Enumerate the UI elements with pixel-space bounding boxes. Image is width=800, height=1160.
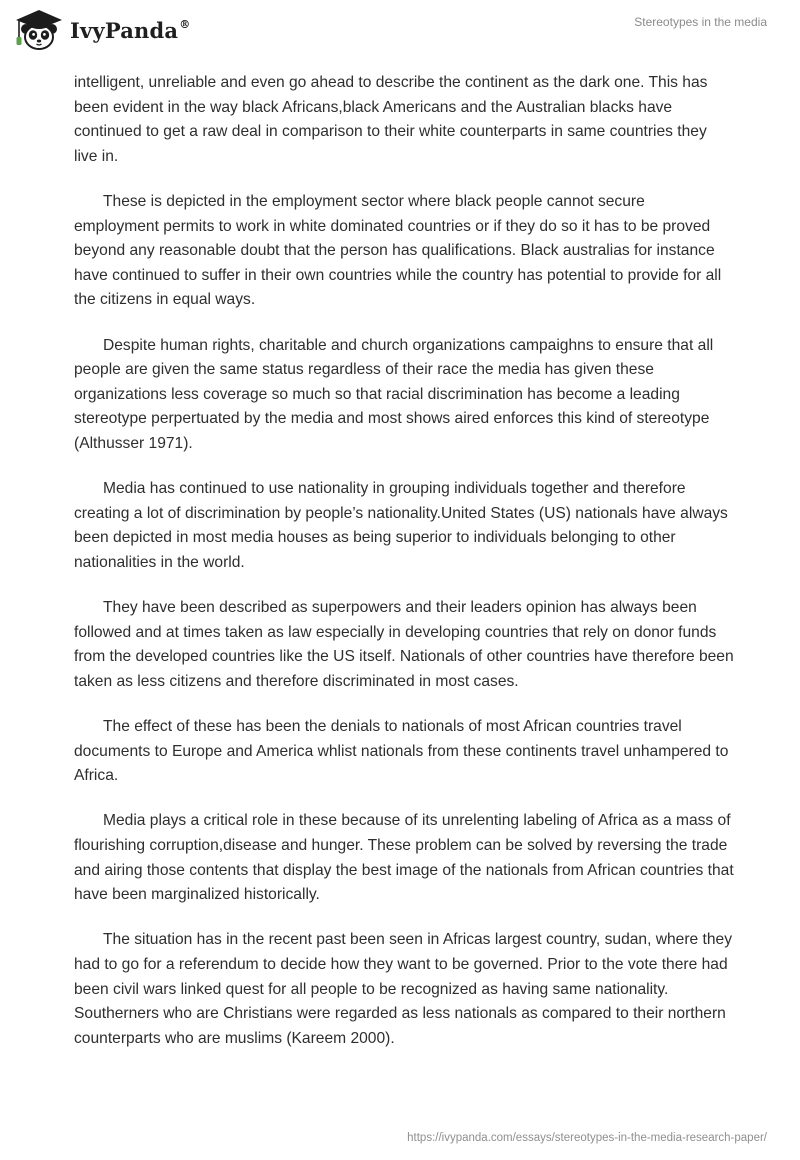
- paragraph: The situation has in the recent past been seen in Africas largest country, sudan, where they had to go for a referendum to decide how they want to be governed. Prior to the vote there had been civil wars linked quest for all people to be recognized as having same nationality. Southerners who are Christians were regarded as less nationals as compared to their northern counterparts who are muslims (Kareem 2000).: [74, 931, 733, 1047]
- paragraph: Media plays a critical role in these because of its unrelenting labeling of Africa as a mass of flourishing corruption,disease and hunger. These problem can be solved by reversing the trade and airing those contents that display the best image of the nationals from African countries that have been marginalized historically.: [74, 812, 734, 904]
- source-url[interactable]: https://ivypanda.com/essays/stereotypes-in-the-media-research-paper/: [407, 1132, 767, 1144]
- paragraph: intelligent, unreliable and even go ahead to describe the continent as the dark one. This has been evident in the way black Africans,black Americans and the Australian blacks have continued to get a raw deal in comparison to their white counterparts in same countries they live in.: [74, 74, 708, 165]
- paragraph: They have been described as superpowers and their leaders opinion has always been followed and at times taken as law especially in developing countries that rely on donor funds from the developed countries like the US itself. Nationals of other countries have therefore been taken as less citizens and therefore discriminated in most cases.: [74, 599, 734, 690]
- page-header: [0, 0, 800, 64]
- paragraph: The effect of these has been the denials to nationals of most African countries travel documents to Europe and America whlist nationals from these continents travel unhampered to Africa.: [74, 718, 729, 785]
- panda-graduate-icon: [14, 8, 64, 52]
- paragraph: Media has continued to use nationality in grouping individuals together and therefore creating a lot of discrimination by people’s nationality.United States (US) nationals have always been depicted in most media houses as being superior to individuals belonging to other nationalities in the world.: [74, 480, 728, 571]
- document-title: Stereotypes in the media: [634, 15, 767, 29]
- essay-body: [74, 71, 734, 1072]
- paragraph: These is depicted in the employment sector where black people cannot secure employment permits to work in white dominated countries or if they do so it has to be proved beyond any reasonable doubt that the person has qualifications. Black australias for instance have continued to suffer in their own countries while the country has potential to provide for all the citizens in equal ways.: [74, 192, 722, 309]
- paragraph: Despite human rights, charitable and church organizations campaighns to ensure that all people are given the same status regardless of their race the media has given these organizations less coverage so much so that racial discrimination has become a leading stereotype perpertuated by the media and most shows aired enforces this kind of stereotype (Althusser 1971).: [74, 336, 714, 452]
- brand-name: IvyPanda®: [70, 17, 191, 43]
- brand-logo[interactable]: [14, 8, 190, 52]
